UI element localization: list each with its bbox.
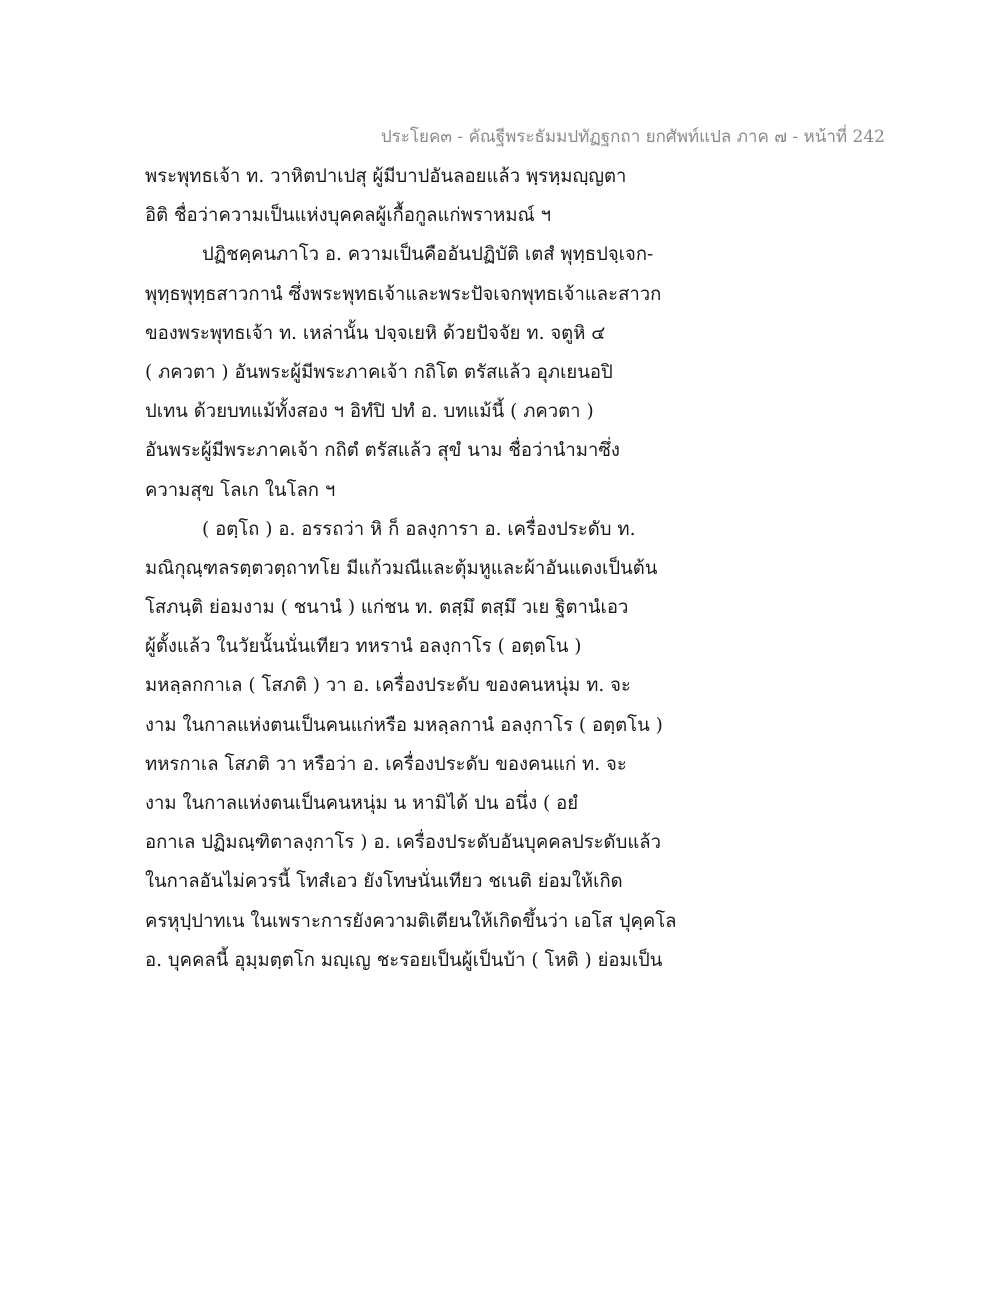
body-text (145, 157, 705, 980)
text-line: ความสุข โลเก ในโลก ฯ (145, 479, 336, 501)
text-line: ( ภควตา ) อันพระผู้มีพระภาคเจ้า กถิโต ตรัสแล้ว อุภเยนอปิ (145, 361, 613, 383)
text-line: งาม ในกาลแห่งตนเป็นคนแก่หรือ มหลฺลกานํ อลงฺกาโร ( อตฺตโน ) (145, 714, 663, 736)
text-line: ครหุปฺปาทเน ในเพราะการยังความติเตียนให้เกิดขึ้นว่า เอโส ปุคฺคโล (145, 910, 677, 932)
text-line: ของพระพุทธเจ้า ท. เหล่านั้น ปจฺจเยหิ ด้วยปัจจัย ท. จตูหิ ๔ (145, 322, 606, 344)
text-line: พระพุทธเจ้า ท. วาหิตปาเปสุ ผู้มีบาปอันลอยแล้ว พฺรหฺมญฺญตา (145, 166, 627, 187)
text-line: อ. บุคคลนี้ อุมฺมตฺตโก มญฺเญ ชะรอยเป็นผู้เป็นบ้า ( โหติ ) ย่อมเป็น (145, 949, 663, 971)
running-header: ประโยค๓ - คัณฐีพระธัมมปทัฏฐกถา ยกศัพท์แปล ภาค ๗ - หน้าที่ 242 (380, 127, 885, 147)
text-line: โสภนฺติ ย่อมงาม ( ชนานํ ) แก่ชน ท. ตสฺมึ ตสฺมึ วเย ฐิตานํเอว (145, 597, 629, 619)
text-line: งาม ในกาลแห่งตนเป็นคนหนุ่ม น หามิได้ ปน อนึ่ง ( อยํ (145, 793, 579, 814)
text-line: อกาเล ปฏิมณฺฑิตาลงฺกาโร ) อ. เครื่องประดับอันบุคคลประดับแล้ว (145, 832, 661, 854)
text-line: อิติ ชื่อว่าความเป็นแห่งบุคคลผู้เกื้อกูลแก่พราหมณ์ ฯ (145, 205, 551, 227)
text-line: ( อตฺโถ ) อ. อรรถว่า หิ ก็ อลงฺการา อ. เครื่องประดับ ท. (202, 518, 636, 540)
text-line: ผู้ตั้งแล้ว ในวัยนั้นนั่นเทียว ทหรานํ อลงฺกาโร ( อตฺตโน ) (145, 636, 582, 658)
text-line: พุทฺธพุทฺธสาวกานํ ซึ่งพระพุทธเจ้าและพระปัจเจกพุทธเจ้าและสาวก (145, 283, 662, 305)
text-line: ทหรกาเล โสภติ วา หรือว่า อ. เครื่องประดับ ของคนแก่ ท. จะ (145, 753, 627, 775)
text-line: ในกาลอันไม่ควรนี้ โทสํเอว ยังโทษนั่นเทียว ชเนติ ย่อมให้เกิด (145, 871, 623, 893)
text-line: ปฏิชคฺคนภาโว อ. ความเป็นคืออันปฏิบัติ เตสํ พุทฺธปจฺเจก- (202, 244, 654, 266)
text-line: มหลฺลกกาเล ( โสภติ ) วา อ. เครื่องประดับ ของคนหนุ่ม ท. จะ (145, 675, 631, 697)
text-line: มณิกุณฺฑลรตฺตวตฺถาทโย มีแก้วมณีและตุ้มหูและผ้าอันแดงเป็นต้น (145, 557, 658, 579)
text-line: อันพระผู้มีพระภาคเจ้า กถิตํ ตรัสแล้ว สุขํ นาม ชื่อว่านำมาซึ่ง (145, 440, 620, 462)
text-line: ปเทน ด้วยบทแม้ทั้งสอง ฯ อิทํปิ ปทํ อ. บทแม้นี้ ( ภควตา ) (145, 401, 594, 423)
